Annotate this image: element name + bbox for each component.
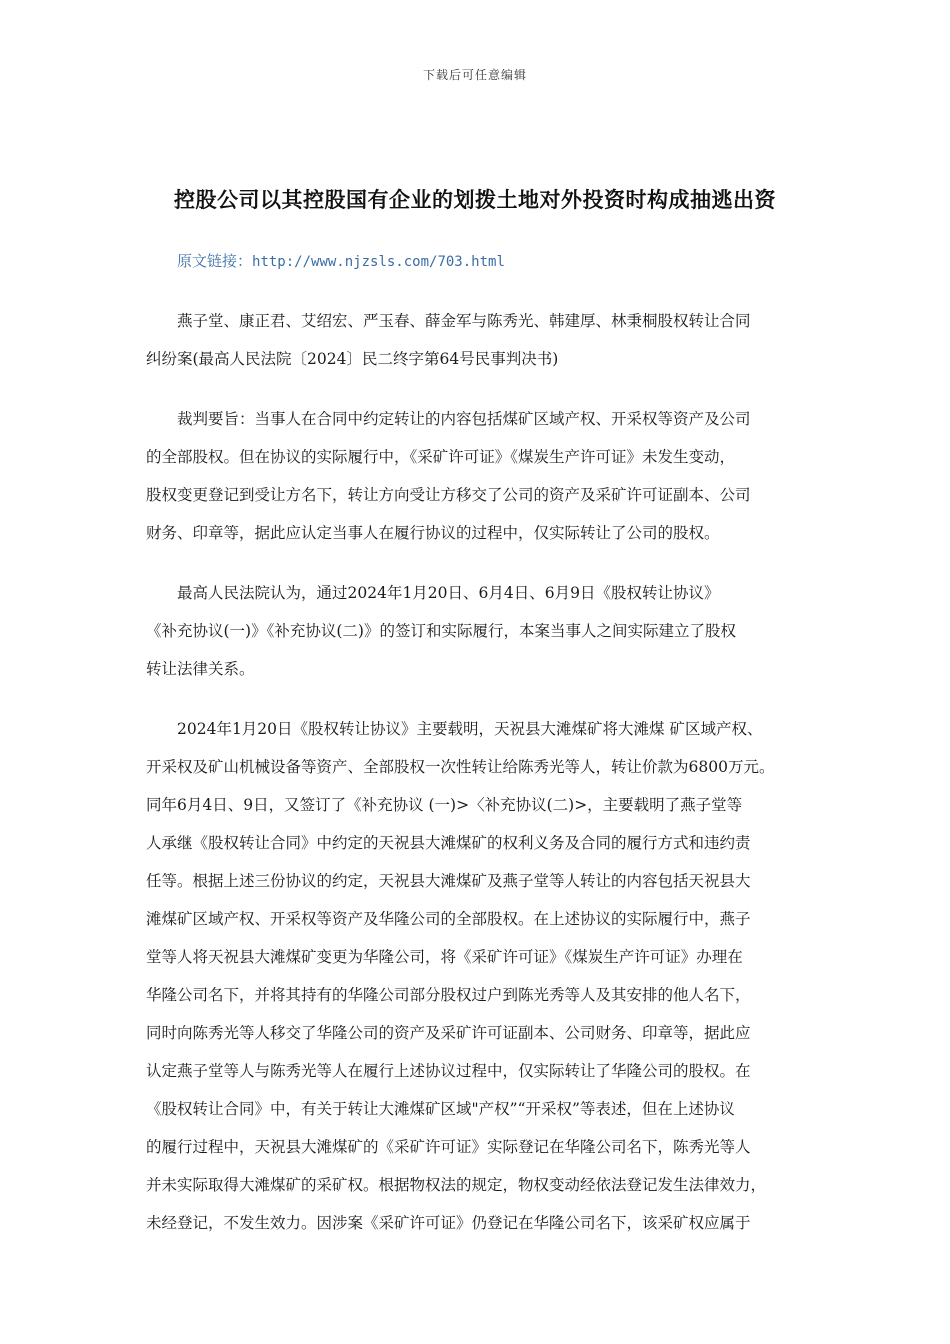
source-link-label: 原文链接： bbox=[177, 252, 253, 270]
paragraph-line: 未经登记，不发生效力。因涉案《采矿许可证》仍登记在华隆公司名下，该采矿权应属于 bbox=[146, 1214, 751, 1232]
paragraph-line: 开采权及矿山机械设备等资产、全部股权一次性转让给陈秀光等人，转让价款为6800万元。 bbox=[146, 758, 775, 776]
paragraph-line: 的全部股权。但在协议的实际履行中，《采矿许可证》《煤炭生产许可证》未发生变动， bbox=[146, 448, 736, 466]
paragraph-line: 任等。根据上述三份协议的约定，天祝县大滩煤矿及燕子堂等人转让的内容包括天祝县大 bbox=[146, 872, 751, 890]
paragraph-line: 同时向陈秀光等人移交了华隆公司的资产及采矿许可证副本、公司财务、印章等，据此应 bbox=[146, 1024, 751, 1042]
paragraph-case-name bbox=[146, 302, 806, 378]
paragraph-court-opinion bbox=[146, 574, 806, 688]
paragraph-line: 的履行过程中，天祝县大滩煤矿的《采矿许可证》实际登记在华隆公司名下，陈秀光等人 bbox=[146, 1138, 751, 1156]
paragraph-line: 同年6月4日、9日，又签订了《补充协议 (一)>〈补充协议(二)>，主要载明了燕子堂等 bbox=[146, 796, 743, 814]
paragraph-line: 纠纷案(最高人民法院〔2024〕民二终字第64号民事判决书) bbox=[146, 350, 559, 368]
paragraph-case-facts bbox=[146, 710, 806, 1242]
source-link-line bbox=[177, 250, 505, 271]
paragraph-line: 2024年1月20日《股权转让协议》主要载明，天祝县大滩煤矿将大滩煤 矿区域产权、 bbox=[177, 720, 763, 738]
paragraph-line: 华隆公司名下，并将其持有的华隆公司部分股权过户到陈光秀等人及其安排的他人名下， bbox=[146, 986, 751, 1004]
paragraph-line: 《股权转让合同》中，有关于转让大滩煤矿区域"产权”“开采权”等表述，但在上述协议 bbox=[146, 1100, 735, 1118]
paragraph-line: 堂等人将天祝县大滩煤矿变更为华隆公司，将《采矿许可证》《煤炭生产许可证》办理在 bbox=[146, 948, 743, 966]
paragraph-ruling-summary bbox=[146, 400, 806, 552]
paragraph-line: 财务、印章等，据此应认定当事人在履行协议的过程中，仅实际转让了公司的股权。 bbox=[146, 524, 720, 542]
paragraph-line: 最高人民法院认为，通过2024年1月20日、6月4日、6月9日《股权转让协议》 bbox=[177, 584, 720, 602]
paragraph-line: 并未实际取得大滩煤矿的采矿权。根据物权法的规定，物权变动经依法登记发生法律效力， bbox=[146, 1176, 767, 1194]
paragraph-line: 人承继《股权转让合同》中约定的天祝县大滩煤矿的权利义务及合同的履行方式和违约责 bbox=[146, 834, 751, 852]
paragraph-line: 滩煤矿区域产权、开采权等资产及华隆公司的全部股权。在上述协议的实际履行中，燕子 bbox=[146, 910, 751, 928]
paragraph-line: 《补充协议(一)》《补充协议(二)》的签订和实际履行，本案当事人之间实际建立了股权 bbox=[146, 622, 736, 640]
paragraph-line: 燕子堂、康正君、艾绍宏、严玉春、薛金军与陈秀光、韩建厚、林秉桐股权转让合同 bbox=[177, 312, 751, 330]
paragraph-line: 裁判要旨：当事人在合同中约定转让的内容包括煤矿区域产权、开采权等资产及公司 bbox=[177, 410, 751, 428]
page-header-note: 下载后可任意编辑 bbox=[422, 68, 527, 82]
paragraph-line: 股权变更登记到受让方名下，转让方向受让方移交了公司的资产及采矿许可证副本、公司 bbox=[146, 486, 751, 504]
paragraph-line: 转让法律关系。 bbox=[146, 660, 255, 678]
document-title: 控股公司以其控股国有企业的划拨土地对外投资时构成抽逃出资 bbox=[174, 188, 776, 212]
source-link-url[interactable]: http://www.njzsls.com/703.html bbox=[252, 254, 505, 270]
paragraph-line: 认定燕子堂等人与陈秀光等人在履行上述协议过程中，仅实际转让了华隆公司的股权。在 bbox=[146, 1062, 751, 1080]
document-body bbox=[146, 302, 806, 1264]
